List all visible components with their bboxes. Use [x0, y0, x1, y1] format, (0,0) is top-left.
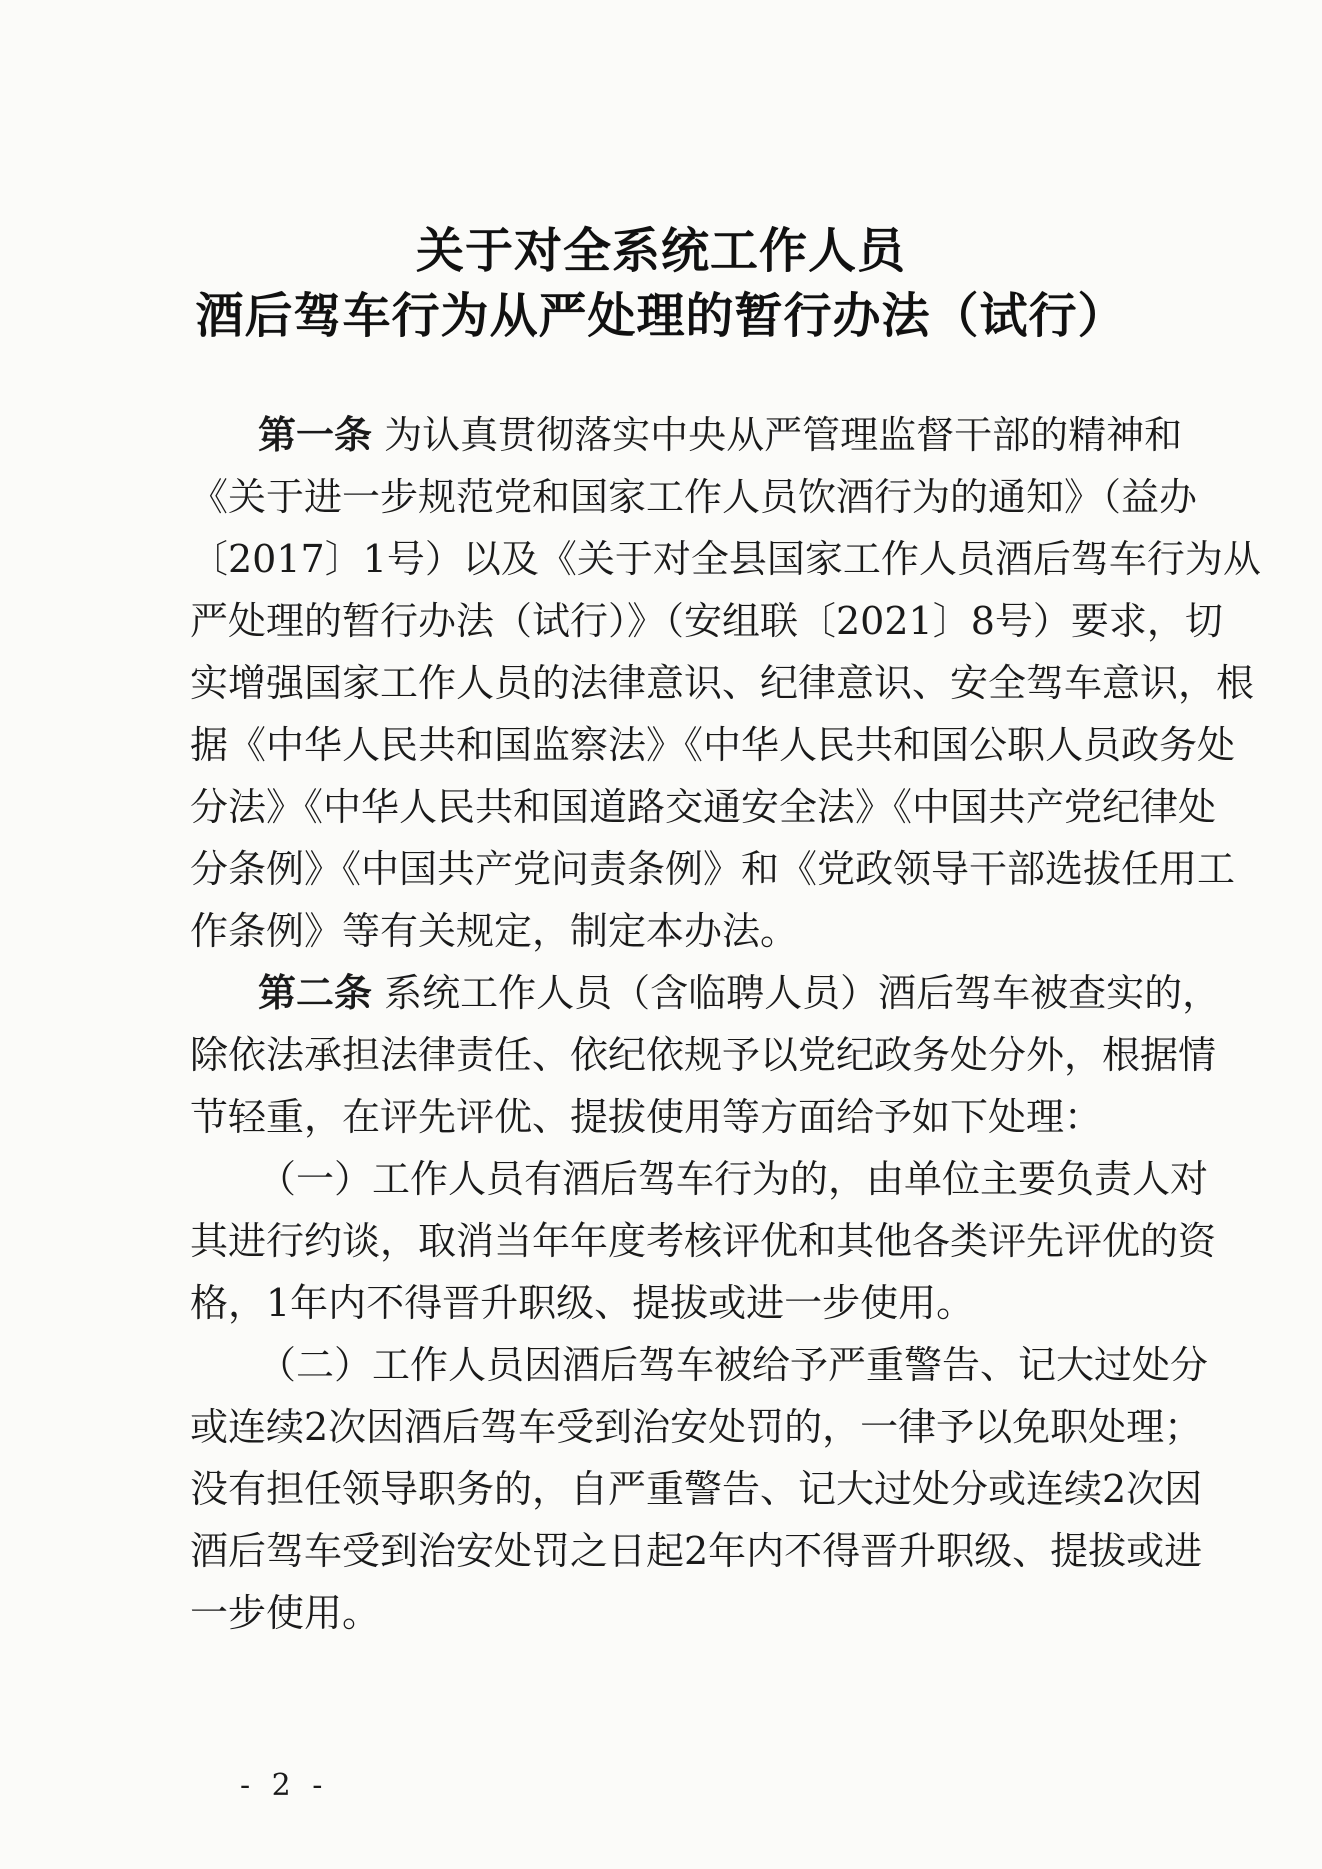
paragraph-line: 或连续2次因酒后驾车受到治安处罚的，一律予以免职处理； — [190, 1405, 1203, 1449]
page-number: - 2 - — [240, 1768, 329, 1803]
item-1 — [190, 1148, 1217, 1334]
paragraph-line: 据《中华人民共和国监察法》《中华人民共和国公职人员政务处 — [190, 723, 1236, 767]
article-2 — [190, 962, 1221, 1148]
document-title-line-1: 关于对全系统工作人员 — [415, 223, 906, 279]
paragraph-line: 节轻重，在评先评优、提拔使用等方面给予如下处理： — [190, 1095, 1103, 1139]
paragraph-line: 酒后驾车受到治安处罚之日起2年内不得晋升职级、提拔或进 — [190, 1529, 1203, 1573]
article-heading: 第一条 — [258, 412, 373, 457]
document-title-line-2: 酒后驾车行为从严处理的暂行办法（试行） — [195, 288, 1127, 344]
paragraph-line: 一步使用。 — [190, 1591, 381, 1635]
article-heading: 第二条 — [258, 970, 373, 1015]
item-2 — [190, 1334, 1209, 1644]
paragraph-line — [190, 962, 1221, 1024]
paragraph-line: 格，1年内不得晋升职级、提拔或进一步使用。 — [190, 1281, 975, 1325]
line-text: 为认真贯彻落实中央从严管理监督干部的精神和 — [372, 413, 1183, 457]
article-1 — [190, 404, 1261, 962]
paragraph-line: （二）工作人员因酒后驾车被给予严重警告、记大过处分 — [258, 1343, 1209, 1387]
paragraph-line: 《关于进一步规范党和国家工作人员饮酒行为的通知》（益办 — [190, 475, 1198, 519]
paragraph-line: 实增强国家工作人员的法律意识、纪律意识、安全驾车意识，根 — [190, 661, 1255, 705]
line-text: 系统工作人员（含临聘人员）酒后驾车被查实的， — [372, 971, 1221, 1015]
paragraph-line: 〔2017〕1号）以及《关于对全县国家工作人员酒后驾车行为从 — [190, 537, 1261, 581]
paragraph-line: （一）工作人员有酒后驾车行为的，由单位主要负责人对 — [258, 1157, 1209, 1201]
document-body — [190, 404, 1261, 1644]
paragraph-line — [190, 404, 1183, 466]
paragraph-line: 除依法承担法律责任、依纪依规予以党纪政务处分外，根据情 — [190, 1033, 1217, 1077]
paragraph-line: 分条例》《中国共产党问责条例》和《党政领导干部选拔任用工 — [190, 847, 1236, 891]
paragraph-line: 没有担任领导职务的，自严重警告、记大过处分或连续2次因 — [190, 1467, 1203, 1511]
paragraph-line: 其进行约谈，取消当年年度考核评优和其他各类评先评优的资 — [190, 1219, 1217, 1263]
paragraph-line: 分法》《中华人民共和国道路交通安全法》《中国共产党纪律处 — [190, 785, 1217, 829]
paragraph-line: 作条例》等有关规定，制定本办法。 — [190, 909, 799, 953]
paragraph-line: 严处理的暂行办法（试行）》（安组联〔2021〕8号）要求，切 — [190, 599, 1223, 643]
